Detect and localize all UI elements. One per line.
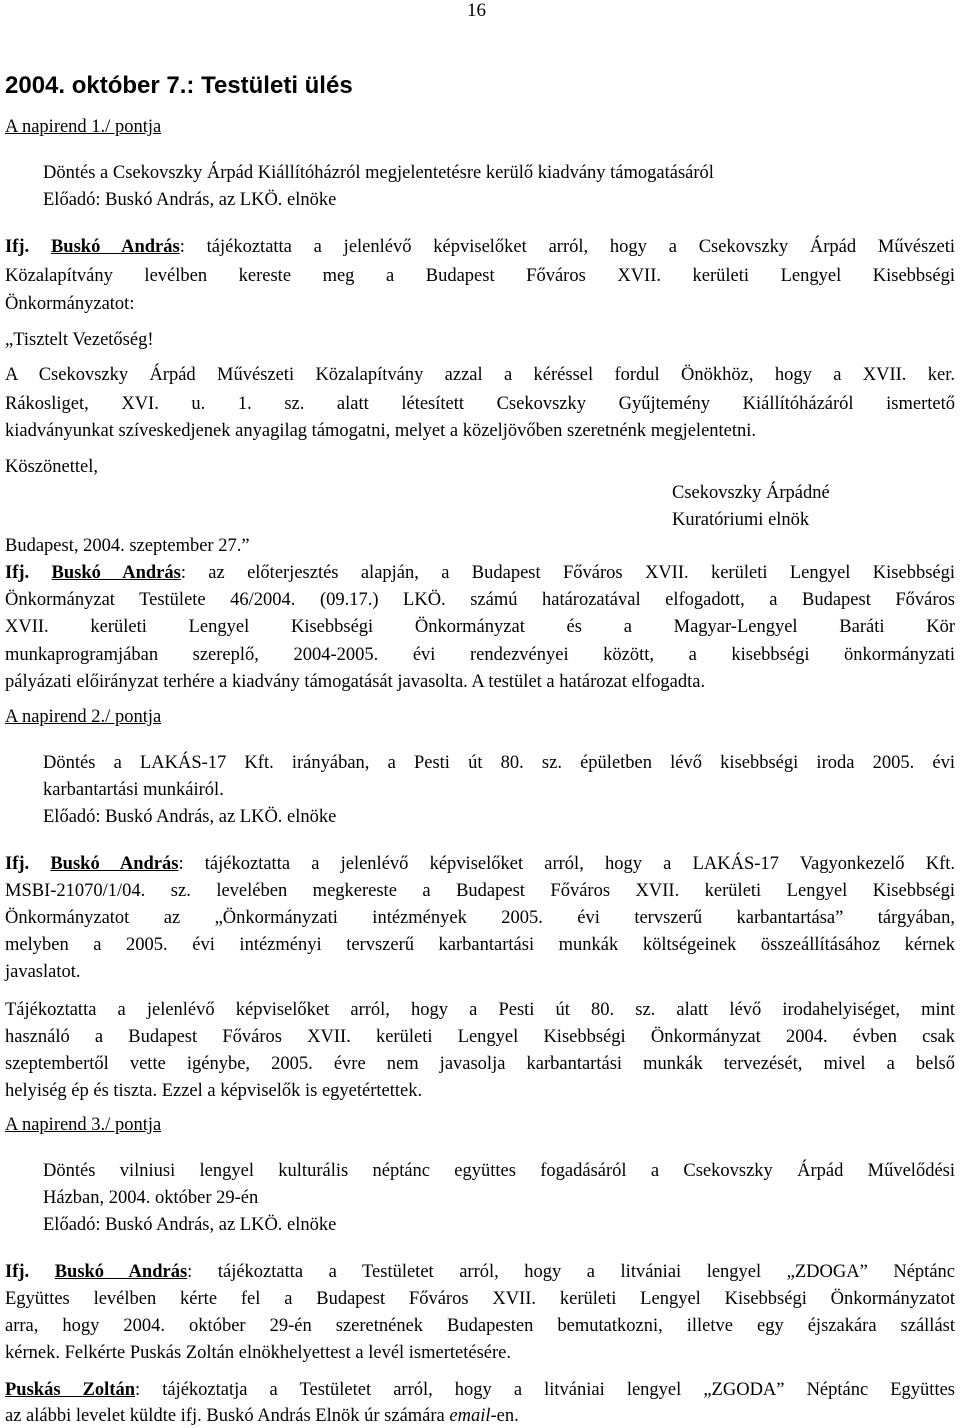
paragraph-text: : tájékoztatta a Testületet arról, hogy a litvániai lengyel „ZDOGA” Néptánc (187, 1262, 955, 1282)
agenda-speaker-3: Előadó: Buskó András, az LKÖ. elnöke (43, 1215, 337, 1235)
paragraph-line: munkaprogramjában szereplő, 2004-2005. évi rendezvényei között, a kisebbségi önkormányzati (5, 645, 955, 665)
paragraph-line: használó a Budapest Főváros XVII. kerületi Lengyel Kisebbségi Önkormányzat 2004. évben csak (5, 1027, 955, 1047)
speaker-name: Buskó András (54, 1262, 188, 1282)
speaker-name: Buskó András (51, 563, 181, 583)
letter-line: A Csekovszky Árpád Művészeti Közalapítvány azzal a kéréssel fordul Önökhöz, hogy a XVII. ker. (5, 365, 955, 385)
agenda-heading-2: A napirend 2./ pontja (5, 707, 162, 727)
paragraph-text: -en. (490, 1406, 519, 1426)
paragraph-line: helyiség ép és tiszta. Ezzel a képviselők is egyetértettek. (5, 1081, 423, 1101)
speaker-name: Buskó András (50, 854, 179, 874)
speaker-prefix: Ifj. (5, 237, 30, 257)
letter-greeting: „Tisztelt Vezetőség! (5, 330, 154, 350)
paragraph-line: MSBI-21070/1/04. sz. levelében megkereste a Budapest Főváros XVII. kerületi Lengyel Kisebbségi (5, 881, 955, 901)
paragraph-line: arra, hogy 2004. október 29-én szeretnének Budapesten bemutatkozni, illetve egy éjszakára szállást (5, 1316, 955, 1336)
agenda-topic-1: Döntés a Csekovszky Árpád Kiállítóházról megjelentetésre kerülő kiadvány támogatásáról (43, 163, 714, 183)
paragraph-text: : az előterjesztés alapján, a Budapest Főváros XVII. kerületi Lengyel Kisebbségi (180, 563, 955, 583)
agenda-topic-2: Döntés a LAKÁS-17 Kft. irányában, a Pesti út 80. sz. épületben lévő kisebbségi iroda 2005. évi (43, 753, 955, 773)
paragraph-text: : tájékoztatja a Testületet arról, hogy a litvániai lengyel „ZGODA” Néptánc Együttes (135, 1380, 955, 1400)
paragraph-line: szeptembertől vette igénybe, 2005. évre nem javasolja karbantartási munkák tervezését, mivel a belső (5, 1054, 955, 1074)
paragraph-line: Tájékoztatta a jelenlévő képviselőket arról, hogy a Pesti út 80. sz. alatt lévő irodahelyiséget, mint (5, 1000, 955, 1020)
letter-line: Rákosliget, XVI. u. 1. sz. alatt létesített Csekovszky Gyűjtemény Kiállítóházáról ismertető (5, 394, 955, 414)
letter-thanks: Köszönettel, (5, 457, 98, 477)
paragraph-line (5, 562, 955, 584)
paragraph-line: melyben a 2005. évi intézményi tervszerű karbantartási munkák költségeinek összeállításához kérnek (5, 935, 955, 955)
speaker-name: Buskó András (50, 237, 180, 257)
speaker-prefix: Ifj. (5, 1262, 30, 1282)
letter-date: Budapest, 2004. szeptember 27.” (5, 536, 250, 556)
paragraph-line: pályázati előirányzat terhére a kiadvány támogatását javasolta. A testület a határozat elfogadta. (5, 672, 706, 692)
paragraph-line: Önkormányzatot: (5, 294, 135, 314)
signer-name: Csekovszky Árpádné (672, 483, 830, 503)
paragraph-line: javaslatot. (5, 962, 81, 982)
paragraph-line: Önkormányzat Testülete 46/2004. (09.17.) LKÖ. számú határozatával elfogadott, a Budapest Főváros (5, 590, 955, 610)
paragraph-line: Együttes levélben kérte fel a Budapest Főváros XVII. kerületi Lengyel Kisebbségi Önkormányzatot (5, 1289, 955, 1309)
agenda-speaker-1: Előadó: Buskó András, az LKÖ. elnöke (43, 190, 337, 210)
speaker-name: Puskás Zoltán (5, 1380, 136, 1400)
paragraph-line (5, 1405, 519, 1427)
agenda-topic-2-cont: karbantartási munkáiról. (43, 780, 224, 800)
paragraph-line (5, 1379, 955, 1401)
agenda-topic-3: Döntés vilniusi lengyel kulturális néptánc együttes fogadásáról a Csekovszky Árpád Művelődési (43, 1161, 955, 1181)
speaker-prefix: Ifj. (5, 563, 30, 583)
paragraph-line (5, 236, 955, 258)
paragraph-line: Önkormányzatot az „Önkormányzati intézmények 2005. évi tervszerű karbantartása” tárgyában, (5, 908, 955, 928)
paragraph-line (5, 1261, 955, 1283)
email-word: email (449, 1406, 491, 1426)
agenda-heading-3: A napirend 3./ pontja (5, 1115, 162, 1135)
agenda-speaker-2: Előadó: Buskó András, az LKÖ. elnöke (43, 807, 337, 827)
paragraph-line: XVII. kerületi Lengyel Kisebbségi Önkormányzat és a Magyar-Lengyel Baráti Kör (5, 617, 955, 637)
signer-title: Kuratóriumi elnök (672, 510, 810, 530)
paragraph-line (5, 853, 955, 875)
paragraph-text: : tájékoztatta a jelenlévő képviselőket arról, hogy a LAKÁS-17 Vagyonkezelő Kft. (178, 854, 955, 874)
page-number: 16 (467, 0, 486, 21)
paragraph-line: kérnek. Felkérte Puskás Zoltán elnökhelyettest a levél ismertetésére. (5, 1343, 512, 1363)
page-title: 2004. október 7.: Testületi ülés (5, 72, 353, 99)
paragraph-text: : tájékoztatta a jelenlévő képviselőket arról, hogy a Csekovszky Árpád Művészeti (179, 237, 955, 257)
paragraph-line: Közalapítvány levélben kereste meg a Budapest Főváros XVII. kerületi Lengyel Kisebbségi (5, 266, 955, 286)
agenda-topic-3-cont: Házban, 2004. október 29-én (43, 1188, 259, 1208)
agenda-heading-1: A napirend 1./ pontja (5, 117, 162, 137)
letter-line: kiadványunkat szíveskedjenek anyagilag támogatni, melyet a közeljövőben szeretnénk megjelentetni. (5, 421, 757, 441)
paragraph-text: az alábbi levelet küldte ifj. Buskó András Elnök úr számára (5, 1406, 450, 1426)
speaker-prefix: Ifj. (5, 854, 30, 874)
